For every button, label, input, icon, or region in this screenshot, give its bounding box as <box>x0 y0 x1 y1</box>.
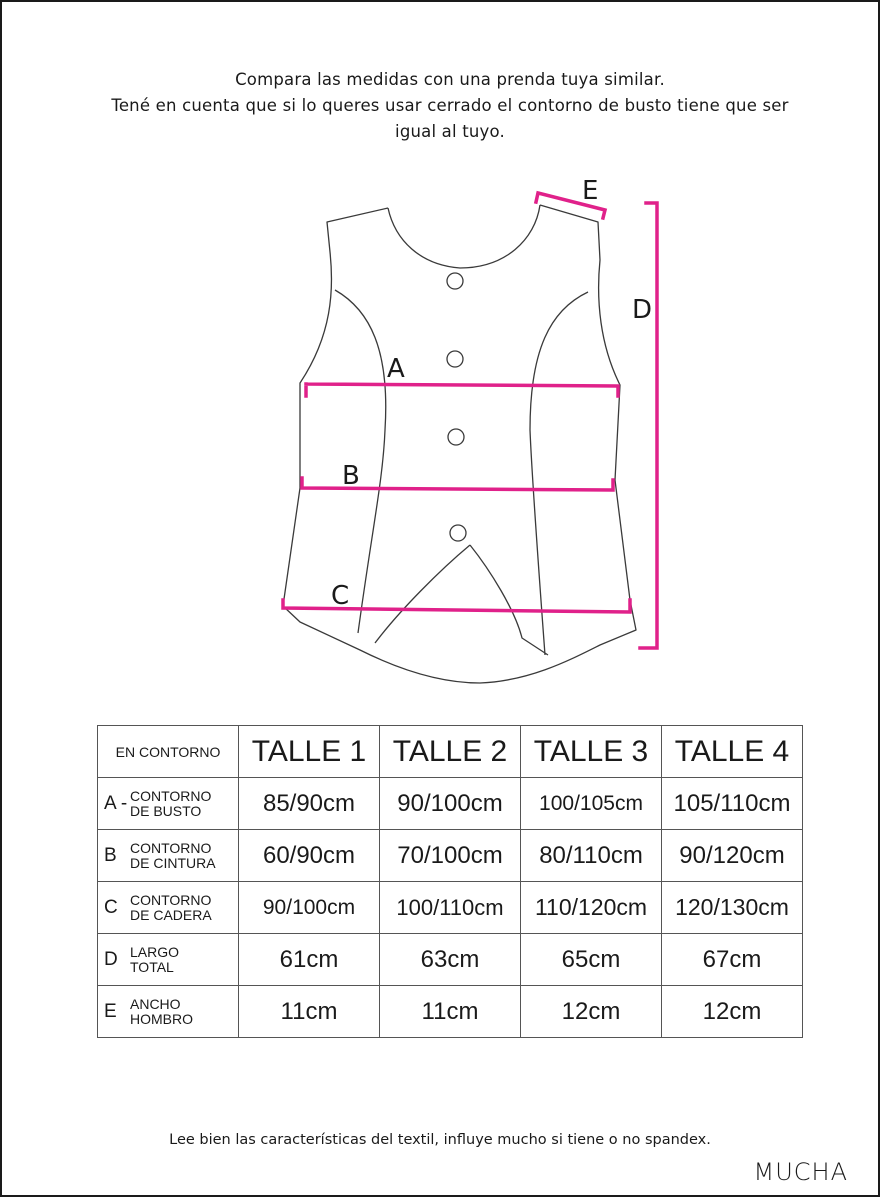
intro-line-2: Tené en cuenta que si lo queres usar cerrado el contorno de busto tiene que ser <box>111 96 789 115</box>
row-letter: D <box>104 948 118 970</box>
header-label: EN CONTORNO <box>98 726 239 778</box>
table-cell: 100/110cm <box>380 882 521 934</box>
size-table-header <box>98 726 803 778</box>
label-b: B <box>342 461 360 491</box>
row-label-bottom: TOTAL <box>130 958 174 975</box>
table-cell: 105/110cm <box>662 778 803 830</box>
table-cell: 70/100cm <box>380 830 521 882</box>
size-header-3: TALLE 3 <box>521 726 662 778</box>
buttons <box>447 273 466 541</box>
table-cell: 100/105cm <box>521 778 662 830</box>
row-label-bottom: DE CINTURA <box>130 854 216 871</box>
row-label-top: LARGO <box>130 943 180 960</box>
size-header-1: TALLE 1 <box>239 726 380 778</box>
row-label-top: ANCHO <box>130 995 181 1012</box>
row-label <box>98 778 239 830</box>
table-cell: 61cm <box>239 934 380 986</box>
label-c: C <box>331 581 350 611</box>
label-e: E <box>582 176 599 206</box>
size-header-2: TALLE 2 <box>380 726 521 778</box>
table-cell: 63cm <box>380 934 521 986</box>
table-cell: 90/100cm <box>239 882 380 934</box>
button-icon <box>447 351 463 367</box>
row-label <box>98 986 239 1038</box>
table-cell: 80/110cm <box>521 830 662 882</box>
brand-logo: MUCHA <box>753 1158 848 1186</box>
row-label-bottom: HOMBRO <box>130 1010 193 1027</box>
table-row <box>98 778 803 830</box>
measure-line-a <box>306 384 618 396</box>
row-label-bottom: DE BUSTO <box>130 802 202 819</box>
table-row <box>98 934 803 986</box>
row-label-top: CONTORNO <box>130 891 212 908</box>
row-letter: B <box>104 844 117 866</box>
label-d: D <box>632 295 653 325</box>
row-letter: A - <box>104 792 128 814</box>
table-row <box>98 986 803 1038</box>
table-cell: 90/120cm <box>662 830 803 882</box>
row-label <box>98 882 239 934</box>
table-cell: 110/120cm <box>521 882 662 934</box>
measure-line-d <box>640 203 657 648</box>
table-cell: 12cm <box>521 986 662 1038</box>
vest-diagram <box>0 170 880 690</box>
intro-line-1: Compara las medidas con una prenda tuya similar. <box>235 70 665 89</box>
table-cell: 11cm <box>239 986 380 1038</box>
button-icon <box>447 273 463 289</box>
row-letter: C <box>104 896 118 918</box>
table-cell: 120/130cm <box>662 882 803 934</box>
table-cell: 90/100cm <box>380 778 521 830</box>
measurement-lines <box>283 193 657 648</box>
table-cell: 12cm <box>662 986 803 1038</box>
button-icon <box>450 525 466 541</box>
size-header-4: TALLE 4 <box>662 726 803 778</box>
table-cell: 11cm <box>380 986 521 1038</box>
row-label-bottom: DE CADERA <box>130 906 212 923</box>
table-cell: 67cm <box>662 934 803 986</box>
table-row <box>98 830 803 882</box>
table-cell: 85/90cm <box>239 778 380 830</box>
row-label <box>98 934 239 986</box>
table-row <box>98 882 803 934</box>
button-icon <box>448 429 464 445</box>
row-label <box>98 830 239 882</box>
intro-line-3: igual al tuyo. <box>395 122 505 141</box>
label-a: A <box>387 354 405 384</box>
table-cell: 60/90cm <box>239 830 380 882</box>
row-letter: E <box>104 1000 117 1022</box>
footer-note: Lee bien las características del textil, influye mucho si tiene o no spandex. <box>169 1132 711 1148</box>
row-label-top: CONTORNO <box>130 787 212 804</box>
intro-text <box>60 67 840 145</box>
size-table <box>97 725 803 1038</box>
table-cell: 65cm <box>521 934 662 986</box>
row-label-top: CONTORNO <box>130 839 212 856</box>
